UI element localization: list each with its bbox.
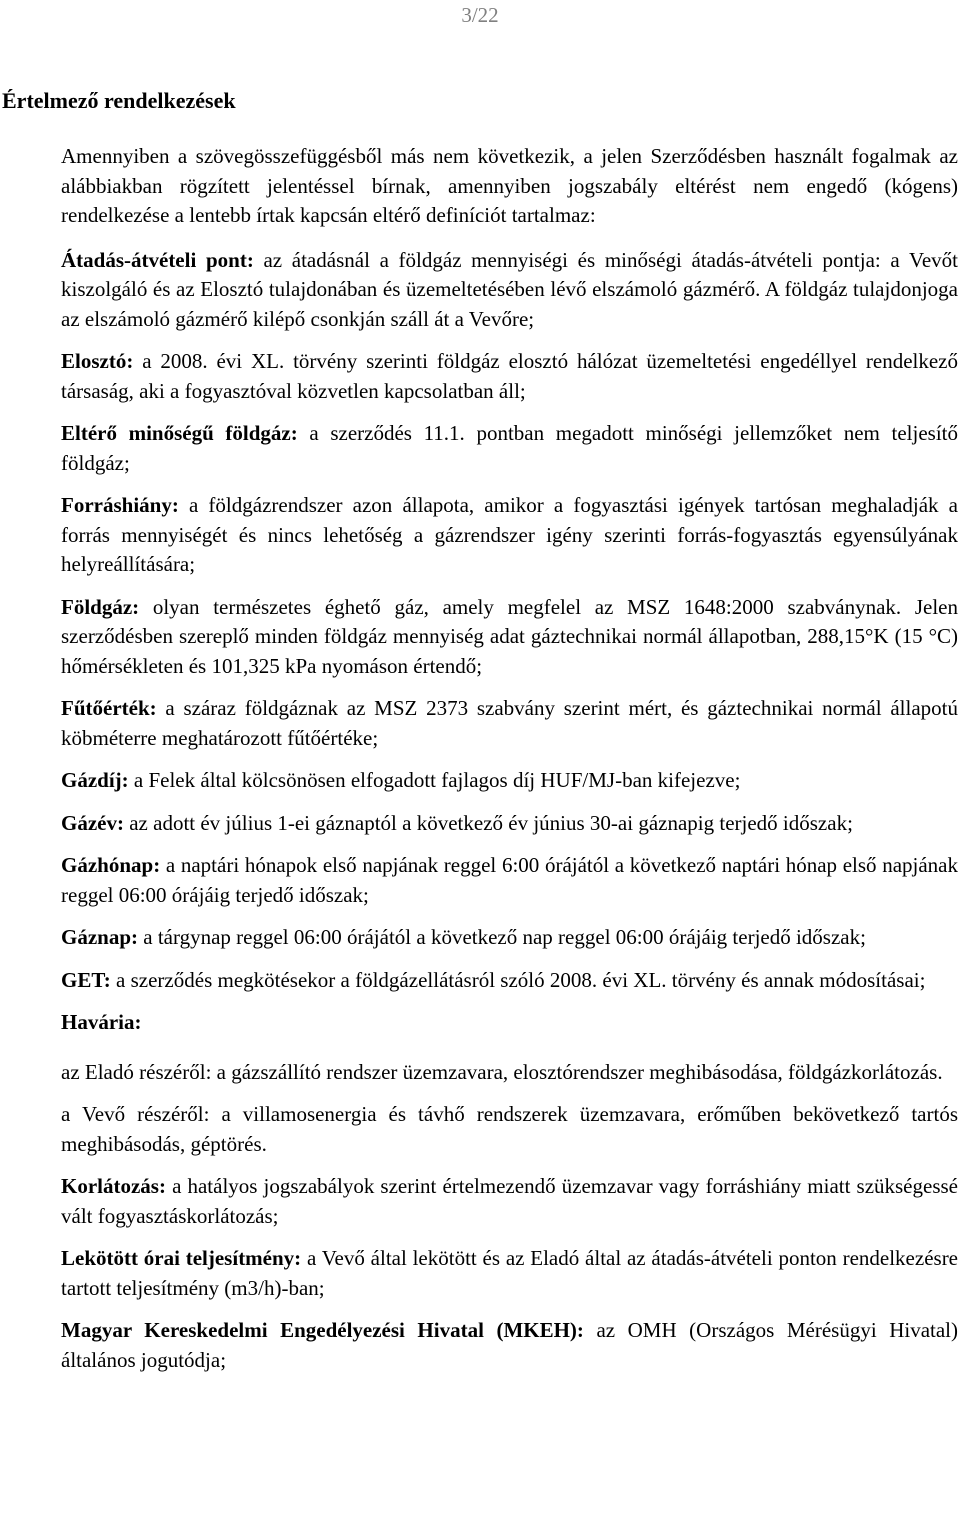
definition-forrashiany [61,491,958,580]
definition-term: Gázév: [61,810,124,835]
definition-text: az OMH (Országos Mérésügyi Hivatal) általános jogutódja; [61,1318,958,1372]
definition-text: olyan természetes éghető gáz, amely megfelel az MSZ 1648:2000 szabványnak. Jelen szerződésben szereplő minden földgáz mennyiség adat gáztechnikai normál állapotban, 288,15°K (15 °C) hőmérsékleten és 101,325 kPa nyomáson értendő; [61,594,958,678]
definition-text: az átadásnál a földgáz mennyiségi és minőségi átadás-átvételi pontja: a Vevőt kiszolgáló és az Elosztó tulajdonában és üzemeltetésében lévő elszámoló gázmérő. A földgáz tulajdonjoga az elszámoló gázmérő kilépő csonkján száll át a Vevőre; [61,247,958,331]
definition-term: Gázhónap: [61,853,161,877]
definition-atadas-atveteli-pont [61,246,958,335]
definition-futoertek [61,694,958,753]
definition-term: Magyar Kereskedelmi Engedélyezési Hivatal (MKEH): [61,1318,584,1342]
section-heading: Értelmező rendelkezések [2,88,236,113]
definition-havaria-term [61,1008,958,1038]
definition-term: Fűtőérték: [61,696,157,720]
document-body [61,142,958,1375]
definition-text: a naptári hónapok első napjának reggel 6:00 órájától a következő naptári hónap első napjának reggel 06:00 órájáig terjedő időszak; [61,853,958,907]
definition-get [61,966,958,996]
definition-lekotott-orai-teljesitmeny [61,1244,958,1303]
definition-gazev [61,809,958,839]
definition-text: a 2008. évi XL. törvény szerinti földgáz elosztó hálózat üzemeltetési engedéllyel rendelkező társaság, aki a fogyasztóval közvetlen kapcsolatban áll; [61,349,958,403]
definition-text: a tárgynap reggel 06:00 órájától a következő nap reggel 06:00 órájáig terjedő időszak; [138,925,866,949]
definition-term: Havária: [61,1010,142,1034]
definition-gazdij [61,766,958,796]
havaria-item-elado: az Eladó részéről: a gázszállító rendszer üzemzavara, elosztórendszer meghibásodása, földgázkorlátozás. [61,1059,943,1084]
definition-gazhonap [61,851,958,910]
definition-korlatozas [61,1172,958,1231]
definition-text: az adott év július 1-ei gáznaptól a következő év június 30-ai gáznapig terjedő időszak; [123,810,853,835]
definition-text: a Felek által kölcsönösen elfogadott fajlagos díj HUF/MJ-ban kifejezve; [128,768,741,792]
definition-term: Korlátozás: [61,1174,166,1198]
definition-term: GET: [61,967,111,992]
definition-term: Eltérő minőségű földgáz: [61,421,298,445]
definition-mkeh [61,1316,958,1375]
definition-foldgaz [61,593,958,682]
definition-text: a hatályos jogszabályok szerint értelmezendő üzemzavar vagy forráshiány miatt szükségessé vált fogyasztáskorlátozás; [61,1174,958,1228]
definition-term: Gáznap: [61,925,139,949]
definition-term: Elosztó: [61,349,134,373]
page-number: 3/22 [461,3,499,27]
definition-term: Átadás-átvételi pont: [61,247,254,272]
definition-term: Földgáz: [61,594,140,619]
intro-paragraph: Amennyiben a szövegösszefüggésből más nem következik, a jelen Szerződésben használt fogalmak az alábbiakban rögzített jelentéssel bírnak, amennyiben jogszabály eltérést nem engedő (kógens) rendelkezése a lentebb írtak kapcsán eltérő definíciót tartalmaz: [61,144,958,227]
definition-gaznap [61,923,958,953]
definition-text: a száraz földgáznak az MSZ 2373 szabvány szerint mért, és gáztechnikai normál állapotú köbméterre meghatározott fűtőértéke; [61,696,958,750]
definition-term: Forráshiány: [61,493,179,517]
havaria-item-vevo: a Vevő részéről: a villamosenergia és távhő rendszerek üzemzavara, erőműben bekövetkező tartós meghibásodás, géptörés. [61,1102,958,1156]
definition-eltero-minosegu-foldgaz [61,419,958,478]
definition-text: a Vevő által lekötött és az Eladó által az átadás-átvételi ponton rendelkezésre tartott teljesítmény (m3/h)-ban; [61,1246,959,1300]
definition-term: Lekötött órai teljesítmény: [61,1246,302,1270]
definition-text: a szerződés 11.1. pontban megadott minőségi jellemzőket nem teljesítő földgáz; [61,421,958,475]
definition-term: Gázdíj: [61,768,129,792]
definition-text: a szerződés megkötésekor a földgázellátásról szóló 2008. évi XL. törvény és annak módosításai; [110,967,926,992]
definition-text: a földgázrendszer azon állapota, amikor a fogyasztási igények tartósan meghaladják a forrás mennyiségét és nincs lehetőség a gázrendszer igény szerinti forrás-fogyasztás egyensúlyának helyreállítására; [61,493,958,576]
definition-eloszto [61,347,958,406]
